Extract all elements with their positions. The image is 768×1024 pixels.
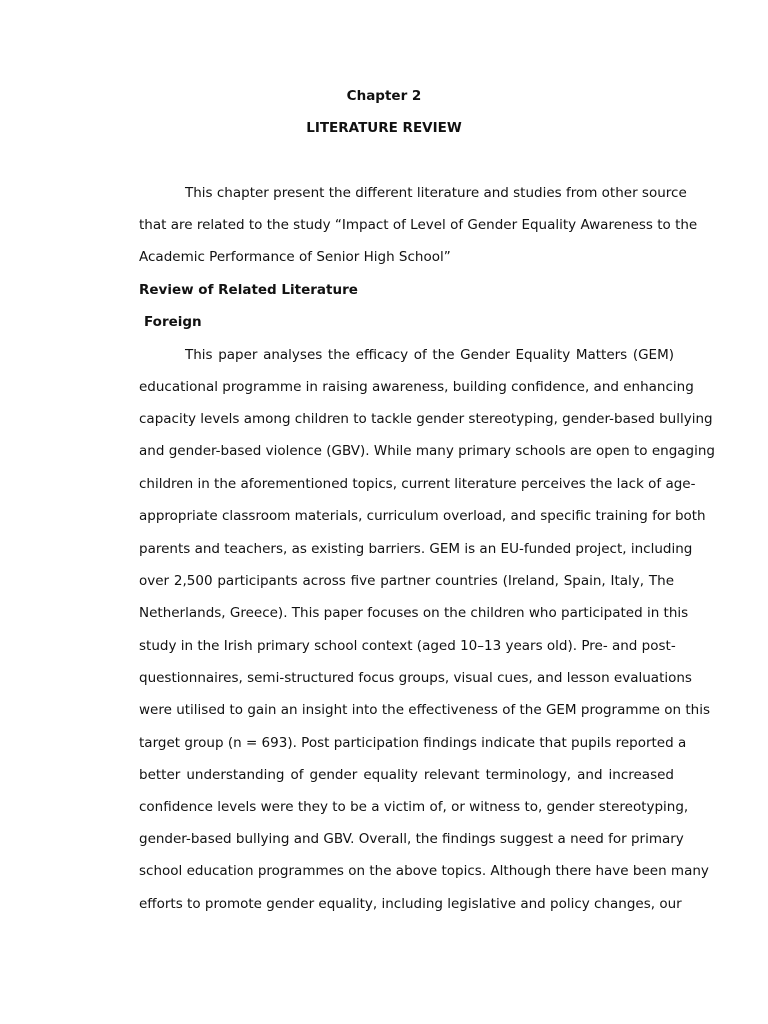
body-line-14: better understanding of gender equality relevant terminology, and increased bbox=[139, 767, 674, 783]
body-line-4: and gender-based violence (GBV). While many primary schools are open to engaging bbox=[139, 443, 715, 459]
body-line-17: school education programmes on the above topics. Although there have been many bbox=[139, 863, 709, 879]
body-line-16: gender-based bullying and GBV. Overall, the findings suggest a need for primary bbox=[139, 831, 684, 847]
body-line-6: appropriate classroom materials, curriculum overload, and specific training for both bbox=[139, 508, 706, 524]
body-line-8: over 2,500 participants across five partner countries (Ireland, Spain, Italy, The bbox=[139, 573, 674, 589]
body-line-12: were utilised to gain an insight into the effectiveness of the GEM programme on this bbox=[139, 702, 710, 718]
body-line-10: study in the Irish primary school context (aged 10–13 years old). Pre- and post- bbox=[139, 638, 676, 654]
body-line-9: Netherlands, Greece). This paper focuses on the children who participated in this bbox=[139, 605, 689, 621]
body-line-3: capacity levels among children to tackle gender stereotyping, gender-based bullying bbox=[139, 411, 713, 427]
chapter-title: LITERATURE REVIEW bbox=[306, 120, 462, 136]
body-line-7: parents and teachers, as existing barriers. GEM is an EU-funded project, including bbox=[139, 541, 693, 557]
body-line-18: efforts to promote gender equality, including legislative and policy changes, our bbox=[139, 896, 682, 912]
subsection-heading: Foreign bbox=[144, 314, 202, 330]
body-line-13: target group (n = 693). Post participation findings indicate that pupils reported a bbox=[139, 735, 687, 751]
body-line-11: questionnaires, semi-structured focus groups, visual cues, and lesson evaluations bbox=[139, 670, 692, 686]
section-heading: Review of Related Literature bbox=[139, 282, 358, 298]
intro-line-3: Academic Performance of Senior High School” bbox=[139, 249, 451, 265]
body-line-15: confidence levels were they to be a victim of, or witness to, gender stereotyping, bbox=[139, 799, 689, 815]
intro-line-2: that are related to the study “Impact of Level of Gender Equality Awareness to the bbox=[139, 217, 698, 233]
chapter-label: Chapter 2 bbox=[346, 88, 422, 104]
body-line-1: This paper analyses the efficacy of the Gender Equality Matters (GEM) bbox=[185, 347, 674, 363]
intro-line-1: This chapter present the different literature and studies from other source bbox=[185, 185, 687, 201]
body-line-5: children in the aforementioned topics, current literature perceives the lack of age- bbox=[139, 476, 696, 492]
body-line-2: educational programme in raising awareness, building confidence, and enhancing bbox=[139, 379, 694, 395]
